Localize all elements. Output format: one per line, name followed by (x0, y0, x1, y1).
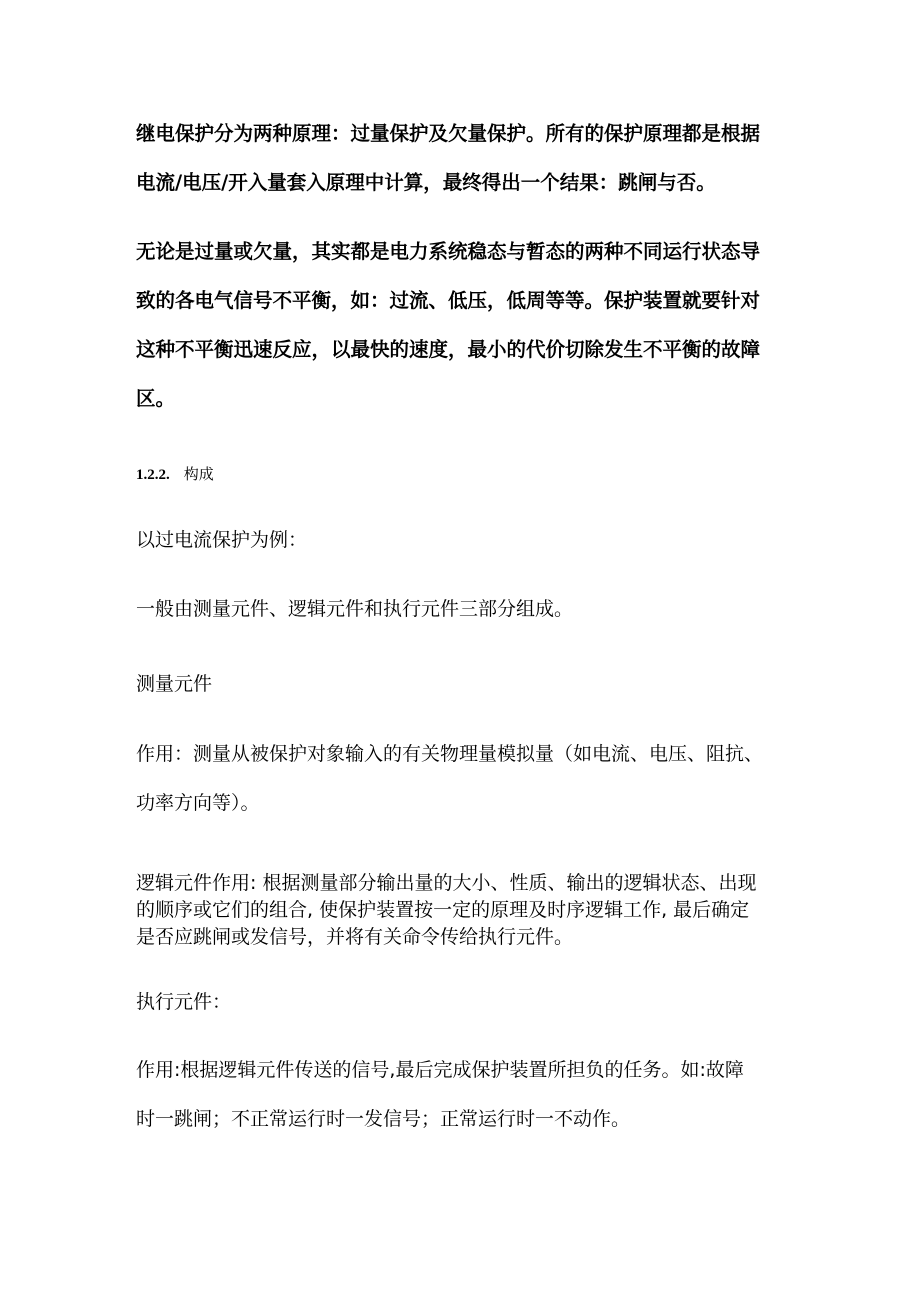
logic-desc-line-1: 逻辑元件作用: 根据测量部分输出量的大小、性质、输出的逻辑状态、出现 (136, 872, 757, 894)
logic-desc-line-2: 的顺序或它们的组合, 使保护装置按一定的原理及时序逻辑工作, 最后确定 (136, 899, 750, 921)
paragraph-principle-line-2: 电流/电压/开入量套入原理中计算，最终得出一个结果：跳闸与否。 (136, 171, 716, 194)
measure-desc-line-1: 作用：测量从被保护对象输入的有关物理量模拟量（如电流、电压、阻抗、 (136, 743, 764, 765)
measure-element-title: 测量元件 (136, 673, 213, 695)
intro-text: 以过电流保护为例： (136, 529, 308, 551)
exec-desc-line-2: 时一跳闸；不正常运行时一发信号；正常运行时一不动作。 (136, 1108, 631, 1130)
paragraph-imbalance-line-1: 无论是过量或欠量，其实都是电力系统稳态与暂态的两种不同运行状态导 (136, 240, 761, 263)
paragraph-imbalance-line-4: 区。 (136, 387, 176, 410)
logic-desc-line-3: 是否应跳闸或发信号，并将有关命令传给执行元件。 (136, 926, 574, 948)
paragraph-imbalance-line-2: 致的各电气信号不平衡，如：过流、低压，低周等等。保护装置就要针对 (136, 289, 761, 312)
section-title: 构成 (183, 465, 214, 483)
measure-desc-line-2: 功率方向等）。 (136, 792, 260, 814)
section-number: 1.2.2. (136, 467, 170, 483)
paragraph-imbalance-line-3: 这种不平衡迅速反应，以最快的速度，最小的代价切除发生不平衡的故障 (136, 338, 761, 361)
exec-desc-line-1: 作用:根据逻辑元件传送的信号,最后完成保护装置所担负的任务。如:故障 (136, 1059, 744, 1081)
exec-element-title: 执行元件： (136, 991, 232, 1013)
section-heading (136, 464, 214, 485)
paragraph-principle-line-1: 继电保护分为两种原理：过量保护及欠量保护。所有的保护原理都是根据 (136, 122, 761, 145)
composition-text: 一般由测量元件、逻辑元件和执行元件三部分组成。 (136, 598, 574, 620)
